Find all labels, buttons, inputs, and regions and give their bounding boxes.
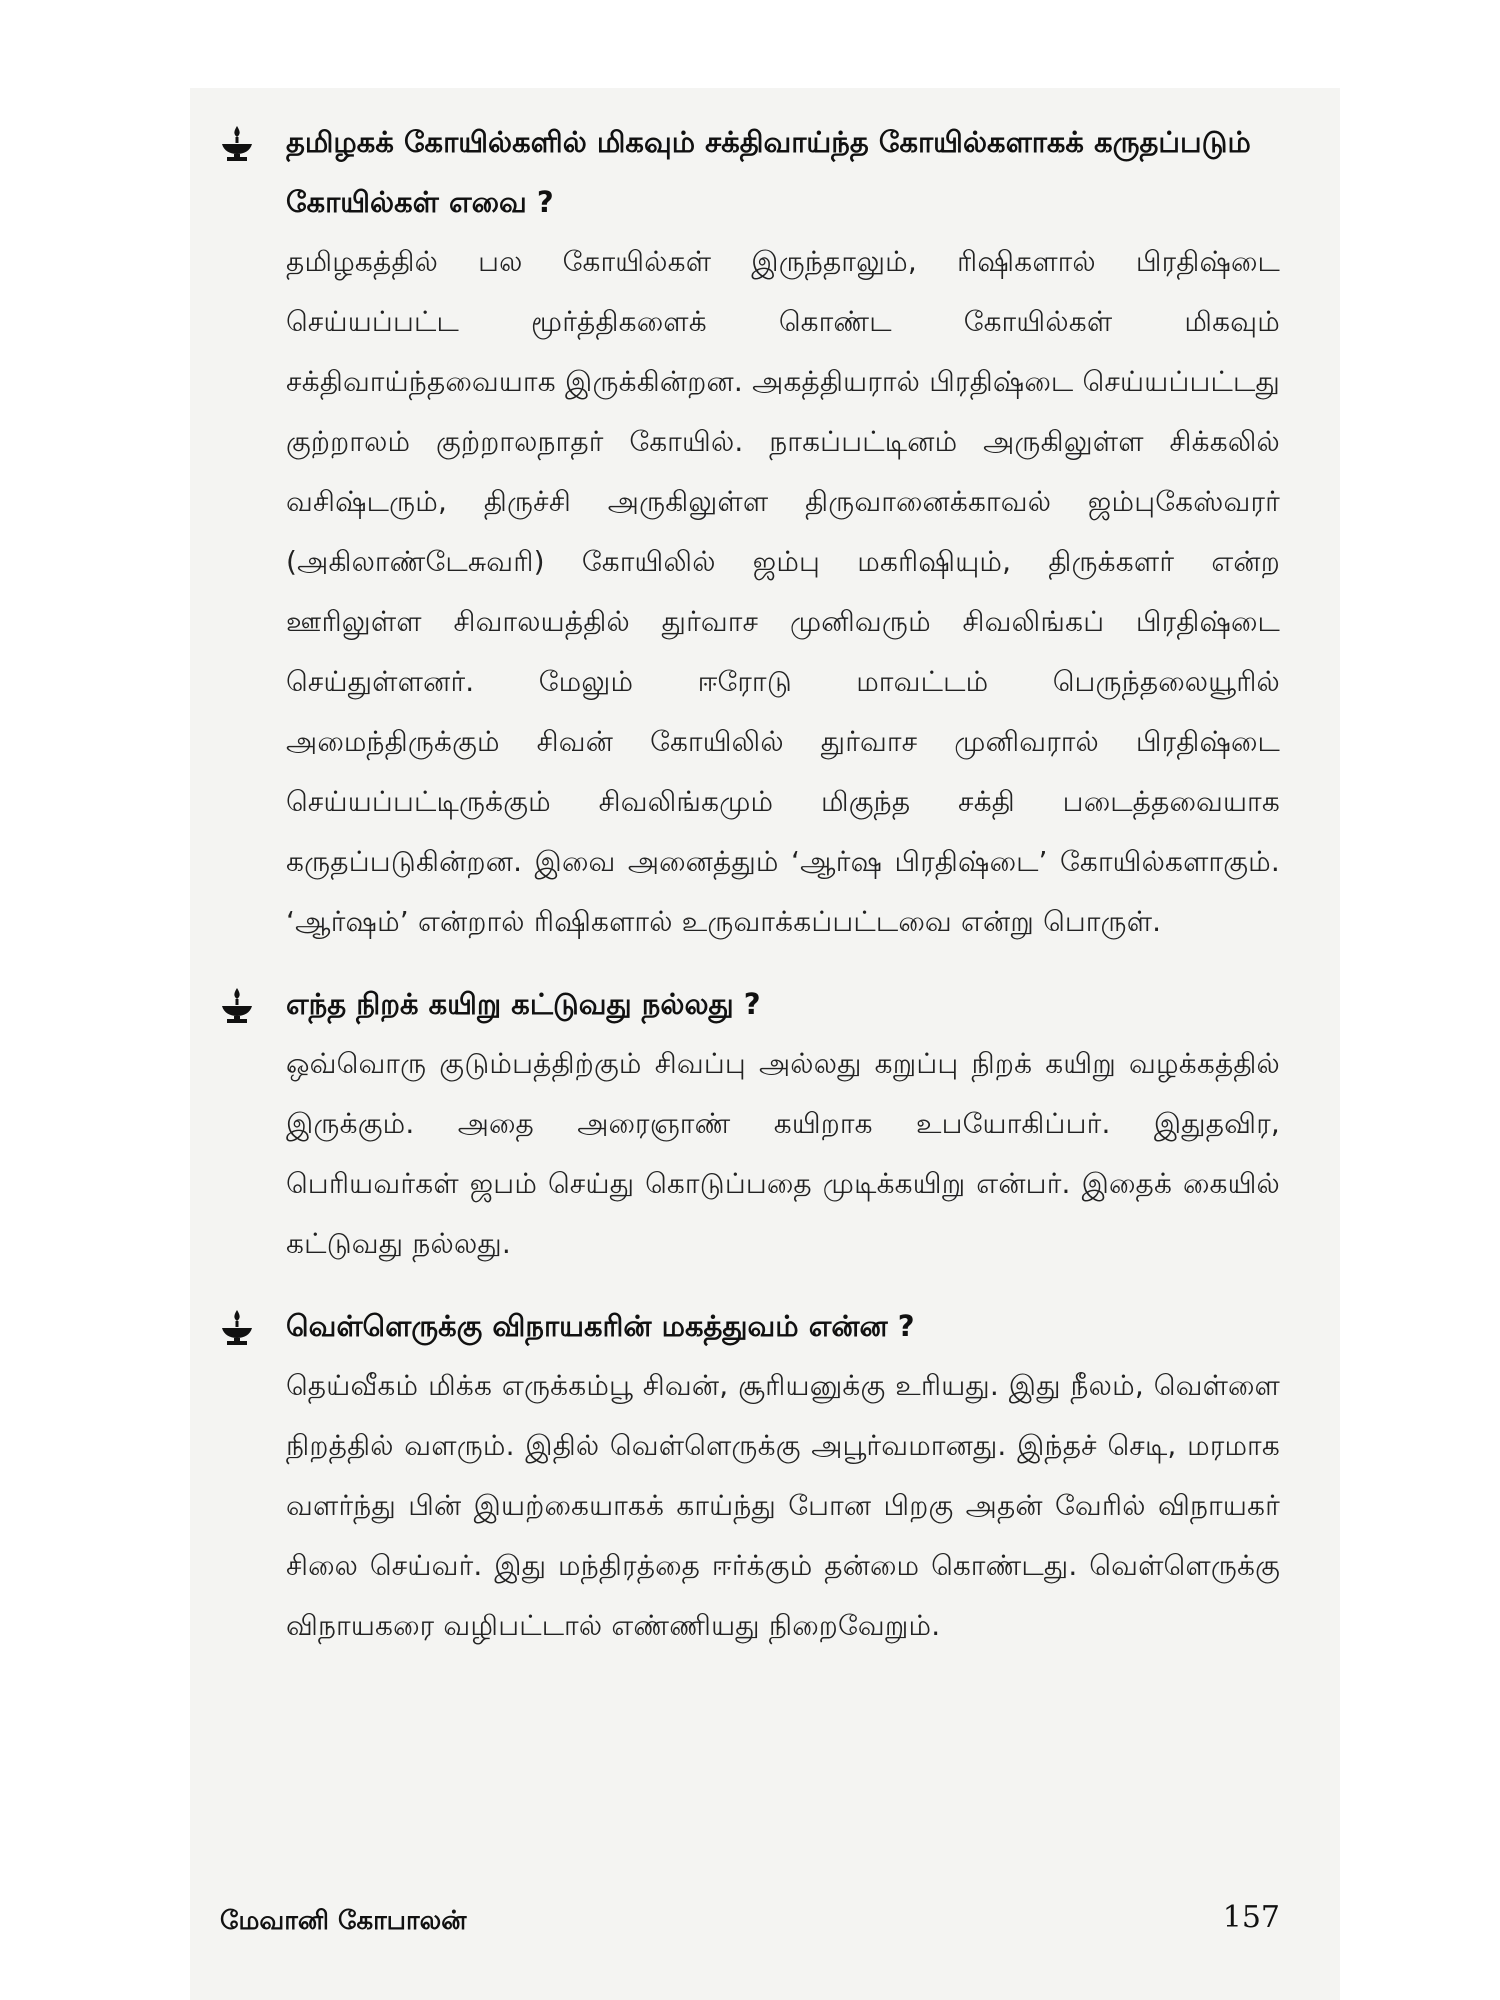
question-text: தமிழகக் கோயில்களில் மிகவும் சக்திவாய்ந்த கோயில்களாகக் கருதப்படும் கோயில்கள் எவை ? bbox=[286, 125, 1251, 219]
question-text: எந்த நிறக் கயிறு கட்டுவது நல்லது ? bbox=[286, 987, 761, 1021]
answer-paragraph: ஒவ்வொரு குடும்பத்திற்கும் சிவப்பு அல்லது கறுப்பு நிறக் கயிறு வழக்கத்தில் இருக்கும். அதை அரைஞாண் கயிறாக உபயோகிப்பர். இதுதவிர, பெரியவர்கள் ஜபம் செய்து கொடுப்பதை முடிக்கயிறு என்பர். இதைக் கையில் கட்டுவது நல்லது. bbox=[286, 1047, 1280, 1260]
qa-section-3 bbox=[220, 1296, 1280, 1656]
answer-paragraph: தமிழகத்தில் பல கோயில்கள் இருந்தாலும், ரிஷிகளால் பிரதிஷ்டை செய்யப்பட்ட மூர்த்திகளைக் கொண்ட கோயில்கள் மிகவும் சக்திவாய்ந்தவையாக இருக்கின்றன. அகத்தியரால் பிரதிஷ்டை செய்யப்பட்டது குற்றாலம் குற்றாலநாதர் கோயில். நாகப்பட்டினம் அருகிலுள்ள சிக்கலில் வசிஷ்டரும், திருச்சி அருகிலுள்ள திருவானைக்காவல் ஜம்புகேஸ்வரர் (அகிலாண்டேசுவரி) கோயிலில் ஜம்பு மகரிஷியும், திருக்களர் என்ற ஊரிலுள்ள சிவாலயத்தில் துர்வாச முனிவரும் சிவலிங்கப் பிரதிஷ்டை செய்துள்ளனர். மேலும் ஈரோடு மாவட்டம் பெருந்தலையூரில் அமைந்திருக்கும் சிவன் கோயிலில் துர்வாச முனிவரால் பிரதிஷ்டை செய்யப்பட்டிருக்கும் சிவலிங்கமும் மிகுந்த சக்தி படைத்தவையாக கருதப்படுகின்றன. இவை அனைத்தும் ‘ஆர்ஷ பிரதிஷ்டை’ கோயில்களாகும். ‘ஆர்ஷம்’ என்றால் ரிஷிகளால் உருவாக்கப்பட்டவை என்று பொருள். bbox=[286, 245, 1280, 938]
qa-section-2 bbox=[220, 974, 1280, 1274]
question-text: வெள்ளெருக்கு விநாயகரின் மகத்துவம் என்ன ? bbox=[286, 1309, 915, 1343]
answer-paragraph: தெய்வீகம் மிக்க எருக்கம்பூ சிவன், சூரியனுக்கு உரியது. இது நீலம், வெள்ளை நிறத்தில் வளரும். இதில் வெள்ளெருக்கு அபூர்வமானது. இந்தச் செடி, மரமாக வளர்ந்து பின் இயற்கையாகக் காய்ந்து போன பிறகு அதன் வேரில் விநாயகர் சிலை செய்வர். இது மந்திரத்தை ஈர்க்கும் தன்மை கொண்டது. வெள்ளெருக்கு விநாயகரை வழிபட்டால் எண்ணியது நிறைவேறும். bbox=[286, 1369, 1280, 1642]
question-heading bbox=[220, 112, 1280, 232]
page-content bbox=[220, 112, 1280, 1678]
oil-lamp-icon bbox=[220, 126, 254, 162]
qa-section-1 bbox=[220, 112, 1280, 952]
question-heading bbox=[220, 974, 1280, 1034]
page-footer bbox=[220, 1900, 1280, 1944]
page-number: 157 bbox=[1222, 1900, 1280, 1935]
author-name: மேவானி கோபாலன் bbox=[220, 1906, 467, 1936]
oil-lamp-icon bbox=[220, 1310, 254, 1346]
question-heading bbox=[220, 1296, 1280, 1356]
oil-lamp-icon bbox=[220, 988, 254, 1024]
